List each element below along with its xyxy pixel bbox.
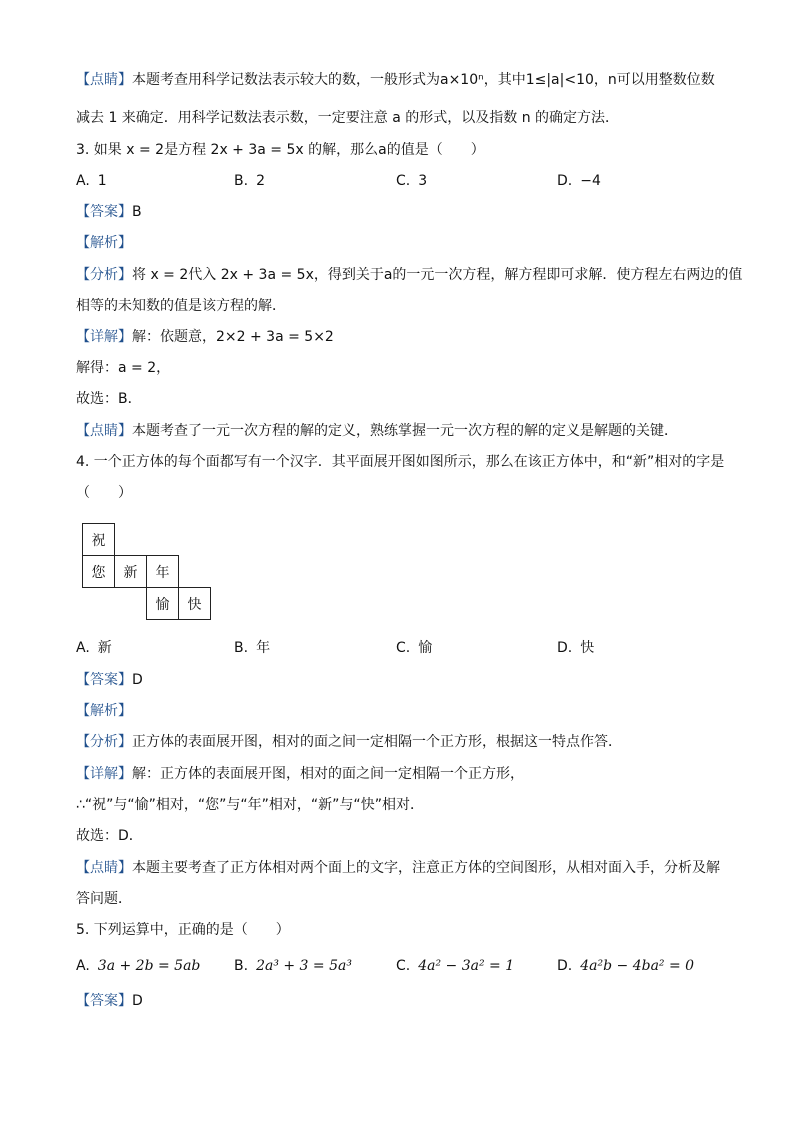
q4-stem-line1: 4. 一个正方体的每个面都写有一个汉字．其平面展开图如图所示，那么在该正方体中，和“新”相对的字是 [76,454,725,470]
q4-choose: 故选：D． [76,828,143,844]
q4-answer: 【答案】D [76,672,143,688]
q4-stem-line2: （ ） [76,485,132,501]
q4-fenxi: 【分析】正方体的表面展开图，相对的面之间一定相隔一个正方形，根据这一特点作答． [76,734,622,750]
note-tag: 【点睛】 [76,72,132,88]
q5-stem: 5. 下列运算中，正确的是（ ） [76,922,290,938]
cube-net-figure [82,523,214,619]
q4-dianjing-line1: 【点睛】本题主要考查了正方体相对两个面上的文字，注意正方体的空间图形，从相对面入手，分析及解 [76,860,720,876]
q3-answer: 【答案】B [76,204,142,220]
q4-option-d: D. 快 [557,640,595,656]
q3-dianjing: 【点睛】本题考查了一元一次方程的解的定义，熟练掌握一元一次方程的解的定义是解题的关键． [76,423,678,439]
q4-option-b: B. 年 [234,640,271,656]
q3-xiangjie: 【详解】解：依题意，2×2 + 3a = 5×2 [76,329,334,345]
q3-option-a: A. 1 [76,173,107,189]
q5-option-b: B. 2a³ + 3 = 5a³ [234,958,352,974]
q3-choose: 故选：B． [76,391,142,407]
q3-analysis-heading: 【解析】 [76,235,132,251]
q5-option-a: A. 3a + 2b = 5ab [76,958,201,974]
q5-option-c: C. 4a² − 3a² = 1 [396,958,515,974]
net-cell-yu: 愉 [146,587,179,620]
q4-therefore: ∴“祝”与“愉”相对，“您”与“年”相对，“新”与“快”相对． [76,797,424,813]
q4-analysis-heading: 【解析】 [76,703,132,719]
q3-fenxi-line1: 【分析】将 x = 2代入 2x + 3a = 5x，得到关于a的一元一次方程，解方程即可求解．使方程左右两边的值 [76,267,743,283]
q3-solve: 解得：a = 2， [76,360,171,376]
net-cell-kuai: 快 [178,587,211,620]
q3-option-d: D. −4 [557,173,601,189]
q4-xiangjie: 【详解】解：正方体的表面展开图，相对的面之间一定相隔一个正方形， [76,766,524,782]
q3-fenxi-line2: 相等的未知数的值是该方程的解． [76,298,286,314]
net-cell-nin: 您 [82,555,115,588]
q3-option-b: B. 2 [234,173,265,189]
q2-note-line1 [76,70,715,90]
q5-option-d: D. 4a²b − 4ba² = 0 [557,958,695,974]
q3-stem: 3. 如果 x = 2是方程 2x + 3a = 5x 的解，那么a的值是（ ） [76,142,485,158]
q4-option-a: A. 新 [76,640,112,656]
q2-note-line2: 减去 1 来确定．用科学记数法表示数，一定要注意 a 的形式，以及指数 n 的确定方法． [76,110,620,126]
note-text: 本题考查用科学记数法表示较大的数，一般形式为a×10ⁿ，其中1≤|a|<10，n可以用整数位数 [132,72,715,88]
q3-option-c: C. 3 [396,173,428,189]
net-cell-xin: 新 [114,555,147,588]
q4-option-c: C. 愉 [396,640,433,656]
q4-dianjing-line2: 答问题． [76,891,132,907]
net-cell-zhu: 祝 [82,523,115,556]
net-cell-nian: 年 [146,555,179,588]
q5-answer: 【答案】D [76,993,143,1009]
